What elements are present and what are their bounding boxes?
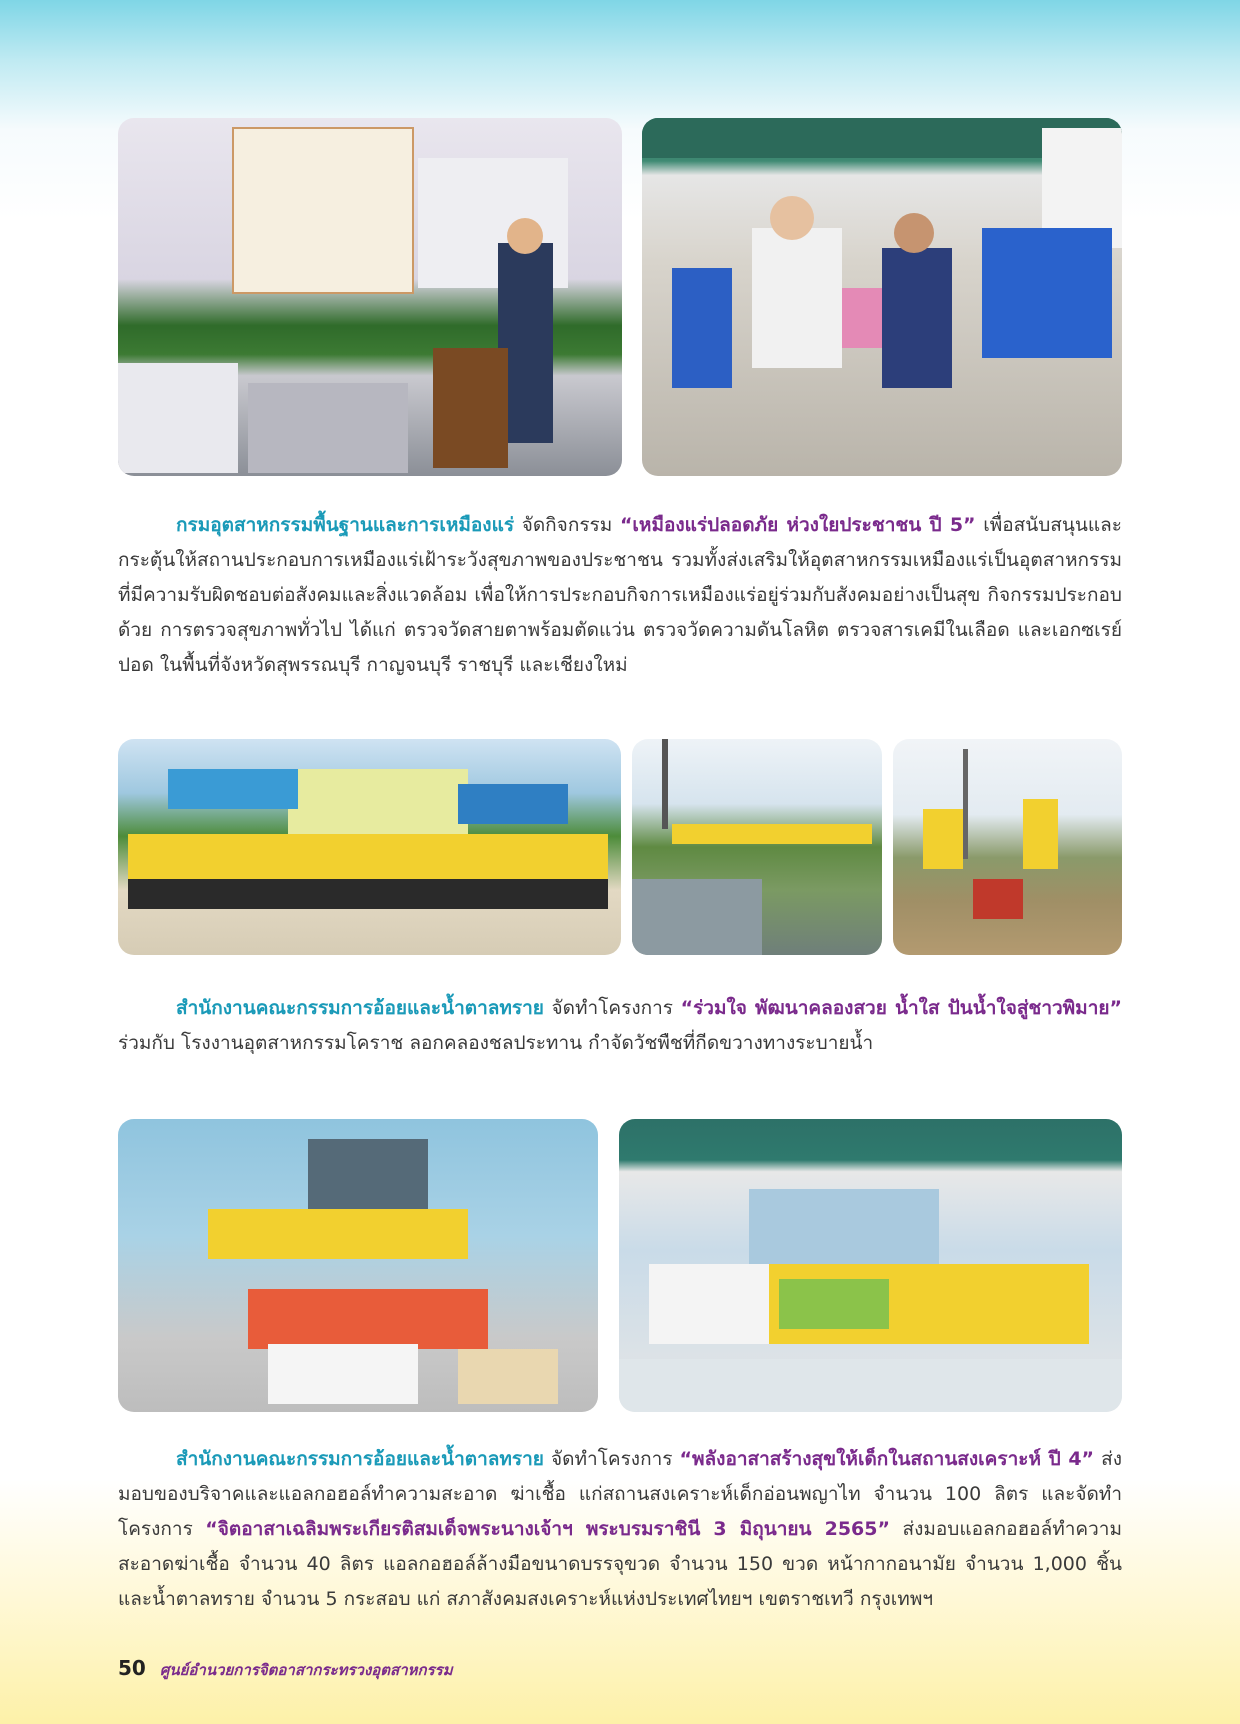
page-number: 50 — [118, 1656, 146, 1680]
photo-donation-orphanage — [118, 1119, 598, 1412]
photo-donation-ceremony — [619, 1119, 1122, 1412]
page-footer — [118, 1656, 453, 1682]
org-name: สำนักงานคณะกรรมการอ้อยและน้ำตาลทราย — [176, 1448, 544, 1470]
photo-group-canal-project — [118, 739, 621, 955]
paragraph-mining-safety: กรมอุตสาหกรรมพื้นฐานและการเหมืองแร่ จัดกิจกรรม “เหมืองแร่ปลอดภัย ห่วงใยประชาชน ปี 5” เพื่อสนับสนุนและกระตุ้นให้สถานประกอบการเหมืองแร่เฝ้าระวังสุขภาพของประชาชน รวมทั้งส่งเสริมให้อุตสาหกรรมเหมืองแร่เป็นอุตสาหกรรมที่มีความรับผิดชอบต่อสังคมและสิ่งแวดล้อม เพื่อให้การประกอบกิจการเหมืองแร่อยู่ร่วมกับสังคมอย่างเป็นสุข กิจกรรมประกอบด้วย การตรวจสุขภาพทั่วไป ได้แก่ ตรวจวัดสายตาพร้อมตัดแว่น ตรวจวัดความดันโลหิต ตรวจสารเคมีในเลือด และเอกซเรย์ปอด ในพื้นที่จังหวัดสุพรรณบุรี กาญจนบุรี ราชบุรี และเชียงใหม่ — [118, 514, 1122, 676]
paragraph-donation: สำนักงานคณะกรรมการอ้อยและน้ำตาลทราย จัดทำโครงการ “พลังอาสาสร้างสุขให้เด็กในสถานสงเคราะห์ ปี 4” ส่งมอบของบริจาคและแอลกอฮอล์ทำความสะอาด ฆ่าเชื้อ แก่สถานสงเคราะห์เด็กอ่อนพญาไท จำนวน 100 ลิตร และจัดทำโครงการ “จิตอาสาเฉลิมพระเกียรติสมเด็จพระนางเจ้าฯ พระบรมราชินี 3 มิถุนายน 2565” ส่งมอบแอลกอฮอล์ทำความสะอาดฆ่าเชื้อ จำนวน 40 ลิตร แอลกอฮอล์ล้างมือขนาดบรรจุขวด จำนวน 150 ขวด หน้ากากอนามัย จำนวน 1,000 ชิ้น และน้ำตาลทราย จำนวน 5 กระสอบ แก่ สภาสังคมสงเคราะห์แห่งประเทศไทยฯ เขตราชเทวี กรุงเทพฯ — [118, 1448, 1122, 1610]
publication-name: ศูนย์อำนวยการจิตอาสากระทรวงอุตสาหกรรม — [159, 1661, 453, 1679]
paragraph-canal-project: สำนักงานคณะกรรมการอ้อยและน้ำตาลทราย จัดทำโครงการ “ร่วมใจ พัฒนาคลองสวย น้ำใส ปันน้ำใจสู่ชาวพิมาย” ร่วมกับ โรงงานอุตสาหกรรมโคราช ลอกคลองชลประทาน กำจัดวัชพืชที่กีดขวางทางระบายน้ำ — [118, 997, 1122, 1054]
project-name: “ร่วมใจ พัฒนาคลองสวย น้ำใส ปันน้ำใจสู่ชาวพิมาย” — [680, 997, 1122, 1019]
project-name-2: “จิตอาสาเฉลิมพระเกียรติสมเด็จพระนางเจ้าฯ พระบรมราชินี 3 มิถุนายน 2565” — [205, 1518, 890, 1540]
photo-canal-clearing — [632, 739, 882, 955]
project-name: “พลังอาสาสร้างสุขให้เด็กในสถานสงเคราะห์ ปี 4” — [679, 1448, 1095, 1470]
photo-health-checkup — [642, 118, 1122, 476]
photo-mining-event-speaker — [118, 118, 622, 476]
org-name: สำนักงานคณะกรรมการอ้อยและน้ำตาลทราย — [176, 997, 544, 1019]
photo-weed-removal — [893, 739, 1122, 955]
org-name: กรมอุตสาหกรรมพื้นฐานและการเหมืองแร่ — [176, 514, 515, 536]
project-name: “เหมืองแร่ปลอดภัย ห่วงใยประชาชน ปี 5” — [619, 514, 976, 536]
